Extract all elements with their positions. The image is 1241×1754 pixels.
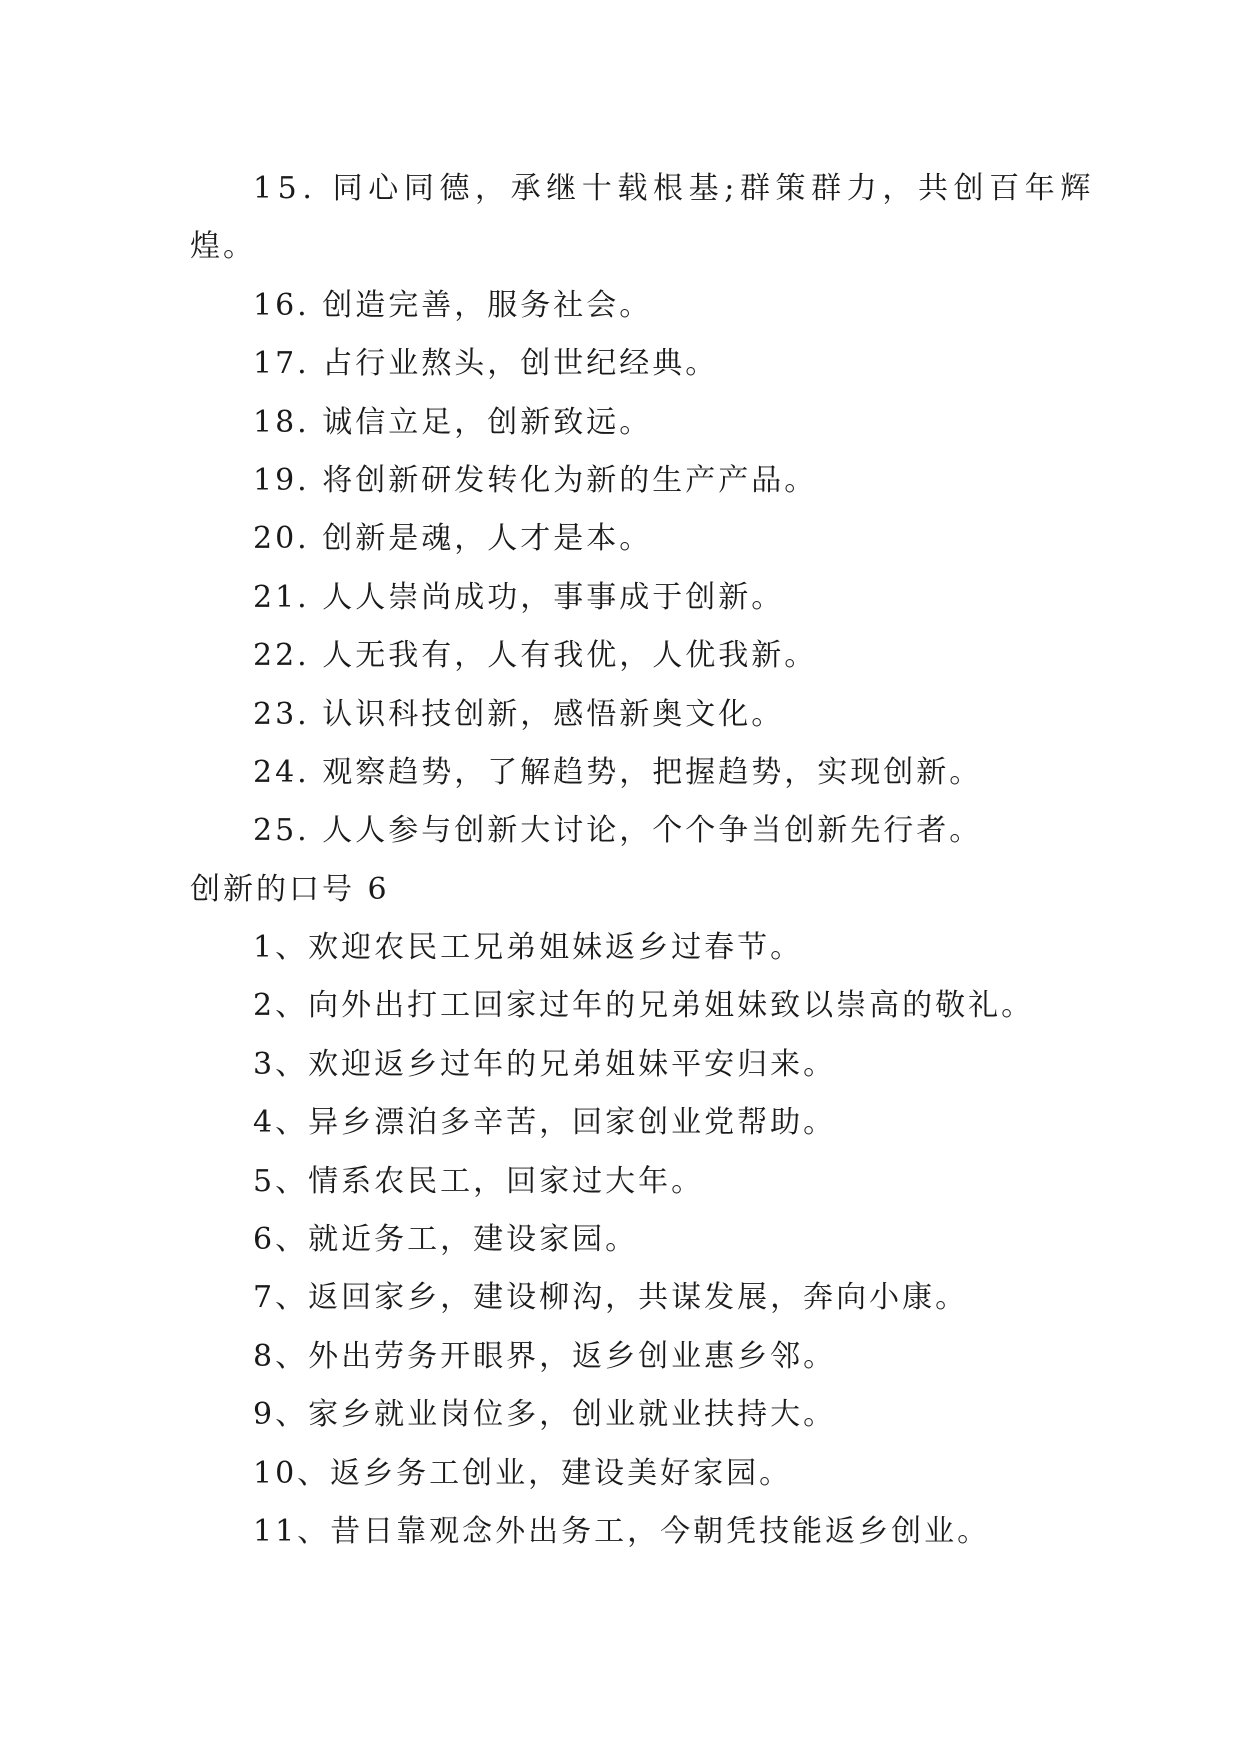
slogan-item-1: 1、欢迎农民工兄弟姐妹返乡过春节。 — [253, 930, 804, 966]
slogan-item-18: 18. 诚信立足，创新致远。 — [253, 404, 653, 440]
slogan-item-15-line2: 煌。 — [190, 229, 256, 265]
slogan-item-16: 16. 创造完善，服务社会。 — [253, 287, 653, 323]
slogan-item-9: 9、家乡就业岗位多，创业就业扶持大。 — [253, 1397, 837, 1433]
slogan-item-23: 23. 认识科技创新，感悟新奥文化。 — [253, 696, 785, 732]
slogan-item-24: 24. 观察趋势，了解趋势，把握趋势，实现创新。 — [253, 754, 983, 790]
slogan-item-22: 22. 人无我有，人有我优，人优我新。 — [253, 638, 818, 674]
slogan-item-21: 21. 人人崇尚成功，事事成于创新。 — [253, 579, 785, 615]
slogan-item-15-line1: 15. 同心同德，承继十载根基;群策群力，共创百年辉 — [253, 171, 1096, 206]
slogan-item-3: 3、欢迎返乡过年的兄弟姐妹平安归来。 — [253, 1046, 837, 1082]
slogan-item-20: 20. 创新是魂，人才是本。 — [253, 521, 653, 557]
slogan-item-11: 11、昔日靠观念外出务工，今朝凭技能返乡创业。 — [253, 1513, 991, 1549]
document-body — [190, 160, 1096, 1561]
slogan-item-17: 17. 占行业熬头，创世纪经典。 — [253, 346, 719, 382]
slogan-item-7: 7、返回家乡，建设柳沟，共谋发展，奔向小康。 — [253, 1280, 969, 1316]
slogan-item-4: 4、异乡漂泊多辛苦，回家创业党帮助。 — [253, 1105, 837, 1141]
slogan-item-10: 10、返乡务工创业，建设美好家园。 — [253, 1455, 793, 1491]
slogan-item-5: 5、情系农民工，回家过大年。 — [253, 1163, 705, 1199]
slogan-item-8: 8、外出劳务开眼界，返乡创业惠乡邻。 — [253, 1338, 837, 1374]
slogan-item-2: 2、向外出打工回家过年的兄弟姐妹致以崇高的敬礼。 — [253, 988, 1035, 1024]
section-heading: 创新的口号 6 — [190, 871, 390, 907]
slogan-item-25: 25. 人人参与创新大讨论，个个争当创新先行者。 — [253, 813, 983, 849]
slogan-item-19: 19. 将创新研发转化为新的生产产品。 — [253, 462, 818, 498]
slogan-item-6: 6、就近务工，建设家园。 — [253, 1222, 639, 1258]
